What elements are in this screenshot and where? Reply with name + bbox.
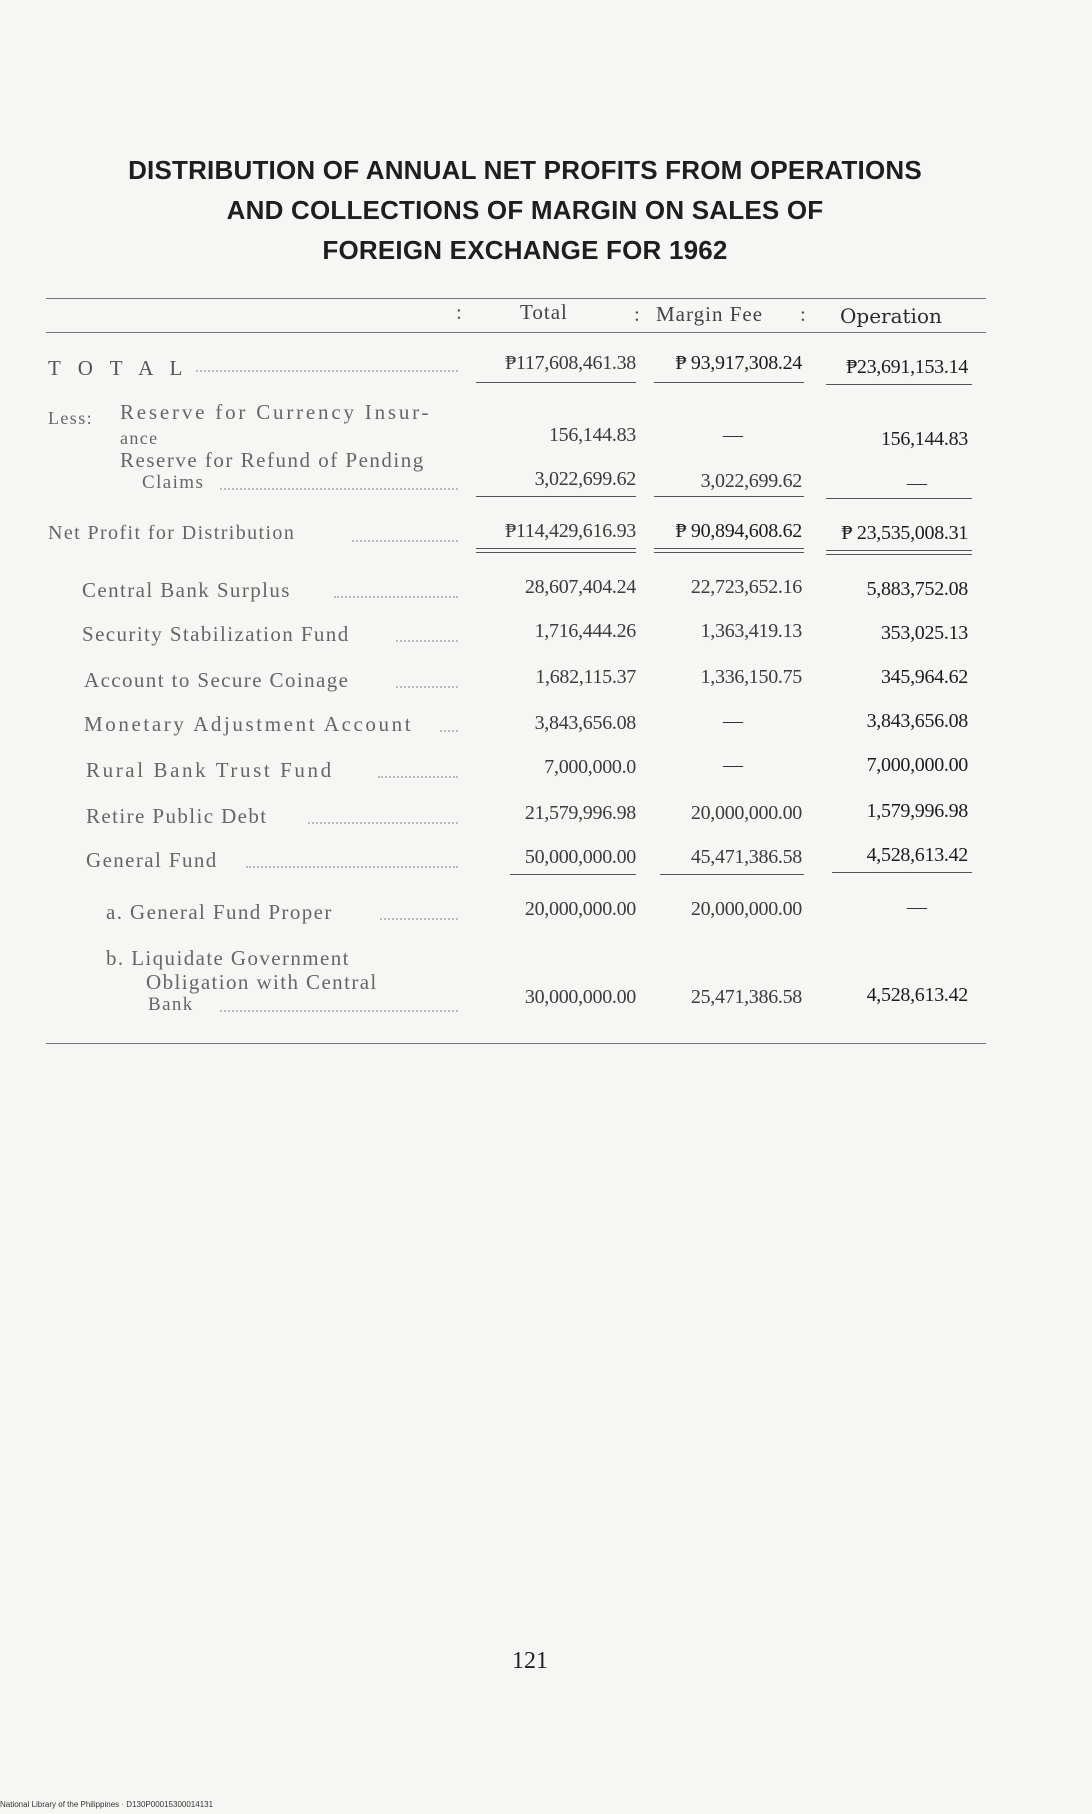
- scan-footer: National Library of the Philippines · D130P00015300014131: [0, 1800, 214, 1809]
- general-total: 50,000,000.00: [524, 846, 636, 868]
- total-margin: ₱ 93,917,308.24: [675, 352, 802, 374]
- coinage-operation: 345,964.62: [880, 666, 968, 688]
- underline: [826, 498, 972, 499]
- net-profit-total: ₱114,429,616.93: [505, 520, 636, 542]
- underline: [654, 496, 804, 497]
- row-label-reserve-currency-2: ance: [120, 428, 159, 448]
- header-colon-3: :: [800, 302, 806, 326]
- total-total: ₱117,608,461.38: [505, 352, 636, 374]
- security-operation: 353,025.13: [880, 622, 968, 644]
- underline: [826, 384, 972, 385]
- security-margin: 1,363,419.13: [700, 620, 802, 642]
- double-underline: [826, 550, 972, 555]
- row-label-total: T O T A L: [48, 356, 189, 380]
- central-bank-margin: 22,723,652.16: [690, 576, 802, 598]
- row-label-rural-bank-trust: Rural Bank Trust Fund: [86, 758, 334, 782]
- leader-dots: [196, 370, 458, 372]
- row-label-secure-coinage: Account to Secure Coinage: [84, 668, 350, 692]
- leader-dots: [220, 1010, 458, 1012]
- leader-dots: [378, 776, 458, 778]
- title-line-1: DISTRIBUTION OF ANNUAL NET PROFITS FROM OPERATIONS: [128, 155, 922, 185]
- reserve-refund-margin: 3,022,699.62: [700, 470, 802, 492]
- coinage-total: 1,682,115.37: [535, 666, 636, 688]
- general-a-margin: 20,000,000.00: [690, 898, 802, 920]
- general-b-total: 30,000,000.00: [524, 986, 636, 1008]
- central-bank-total: 28,607,404.24: [524, 576, 636, 598]
- underline: [476, 496, 636, 497]
- document-title: [60, 150, 990, 270]
- row-label-reserve-refund-1: Reserve for Refund of Pending: [120, 448, 425, 472]
- double-underline: [654, 548, 804, 553]
- reserve-refund-operation: —: [907, 472, 927, 494]
- rural-total: 7,000,000.0: [544, 756, 636, 778]
- security-total: 1,716,444.26: [534, 620, 636, 642]
- header-colon-1: :: [456, 300, 462, 324]
- leader-dots: [396, 686, 458, 688]
- general-a-operation: —: [907, 896, 927, 918]
- header-bottom-rule: [46, 332, 986, 333]
- general-a-total: 20,000,000.00: [524, 898, 636, 920]
- leader-dots: [246, 866, 458, 868]
- row-label-central-bank-surplus: Central Bank Surplus: [82, 578, 291, 602]
- row-label-reserve-refund-2: Claims: [142, 472, 205, 493]
- general-b-margin: 25,471,386.58: [690, 986, 802, 1008]
- row-label-general-fund-proper: a. General Fund Proper: [106, 900, 333, 924]
- monetary-operation: 3,843,656.08: [866, 710, 968, 732]
- leader-dots: [396, 640, 458, 642]
- leader-dots: [220, 488, 458, 490]
- retire-operation: 1,579,996.98: [866, 800, 968, 822]
- title-line-3: FOREIGN EXCHANGE FOR 1962: [322, 235, 728, 265]
- row-label-reserve-currency-1: Reserve for Currency Insur-: [120, 400, 432, 424]
- rural-operation: 7,000,000.00: [866, 754, 968, 776]
- total-operation: ₱23,691,153.14: [846, 356, 968, 378]
- retire-total: 21,579,996.98: [524, 802, 636, 824]
- row-label-monetary-adjustment: Monetary Adjustment Account: [84, 712, 414, 736]
- retire-margin: 20,000,000.00: [690, 802, 802, 824]
- rural-margin: —: [723, 754, 743, 776]
- reserve-currency-total: 156,144.83: [548, 424, 636, 446]
- general-b-operation: 4,528,613.42: [866, 984, 968, 1006]
- reserve-currency-margin: —: [723, 424, 743, 446]
- row-label-liquidate-2: Obligation with Central: [146, 970, 378, 994]
- row-label-liquidate-1: b. Liquidate Government: [106, 946, 350, 970]
- leader-dots: [334, 596, 458, 598]
- general-operation: 4,528,613.42: [866, 844, 968, 866]
- net-profit-operation: ₱ 23,535,008.31: [841, 522, 968, 544]
- row-label-liquidate-3: Bank: [148, 994, 194, 1015]
- general-margin: 45,471,386.58: [690, 846, 802, 868]
- underline: [832, 872, 972, 873]
- monetary-total: 3,843,656.08: [534, 712, 636, 734]
- leader-dots: [352, 540, 458, 542]
- underline: [660, 874, 804, 875]
- coinage-margin: 1,336,150.75: [700, 666, 802, 688]
- underline: [476, 382, 636, 383]
- monetary-margin: —: [723, 710, 743, 732]
- leader-dots: [380, 918, 458, 920]
- underline: [654, 382, 804, 383]
- reserve-currency-operation: 156,144.83: [880, 428, 968, 450]
- net-profit-margin: ₱ 90,894,608.62: [675, 520, 802, 542]
- header-colon-2: :: [634, 302, 640, 326]
- title-line-2: AND COLLECTIONS OF MARGIN ON SALES OF: [226, 195, 824, 225]
- table-top-rule: [46, 298, 986, 299]
- row-label-net-profit: Net Profit for Distribution: [48, 522, 296, 544]
- underline: [510, 874, 636, 875]
- reserve-refund-total: 3,022,699.62: [534, 468, 636, 490]
- row-label-general-fund: General Fund: [86, 848, 218, 872]
- page-number: 121: [512, 1648, 548, 1674]
- column-header-margin-fee: Margin Fee: [656, 302, 764, 326]
- column-header-total: Total: [520, 300, 568, 324]
- row-label-security-stabilization: Security Stabilization Fund: [82, 622, 350, 646]
- table-bottom-rule: [46, 1043, 986, 1044]
- column-header-operation: Operation: [840, 304, 942, 328]
- row-label-retire-public-debt: Retire Public Debt: [86, 804, 268, 828]
- central-bank-operation: 5,883,752.08: [866, 578, 968, 600]
- leader-dots: [308, 822, 458, 824]
- double-underline: [476, 548, 636, 553]
- less-prefix: Less:: [48, 408, 93, 428]
